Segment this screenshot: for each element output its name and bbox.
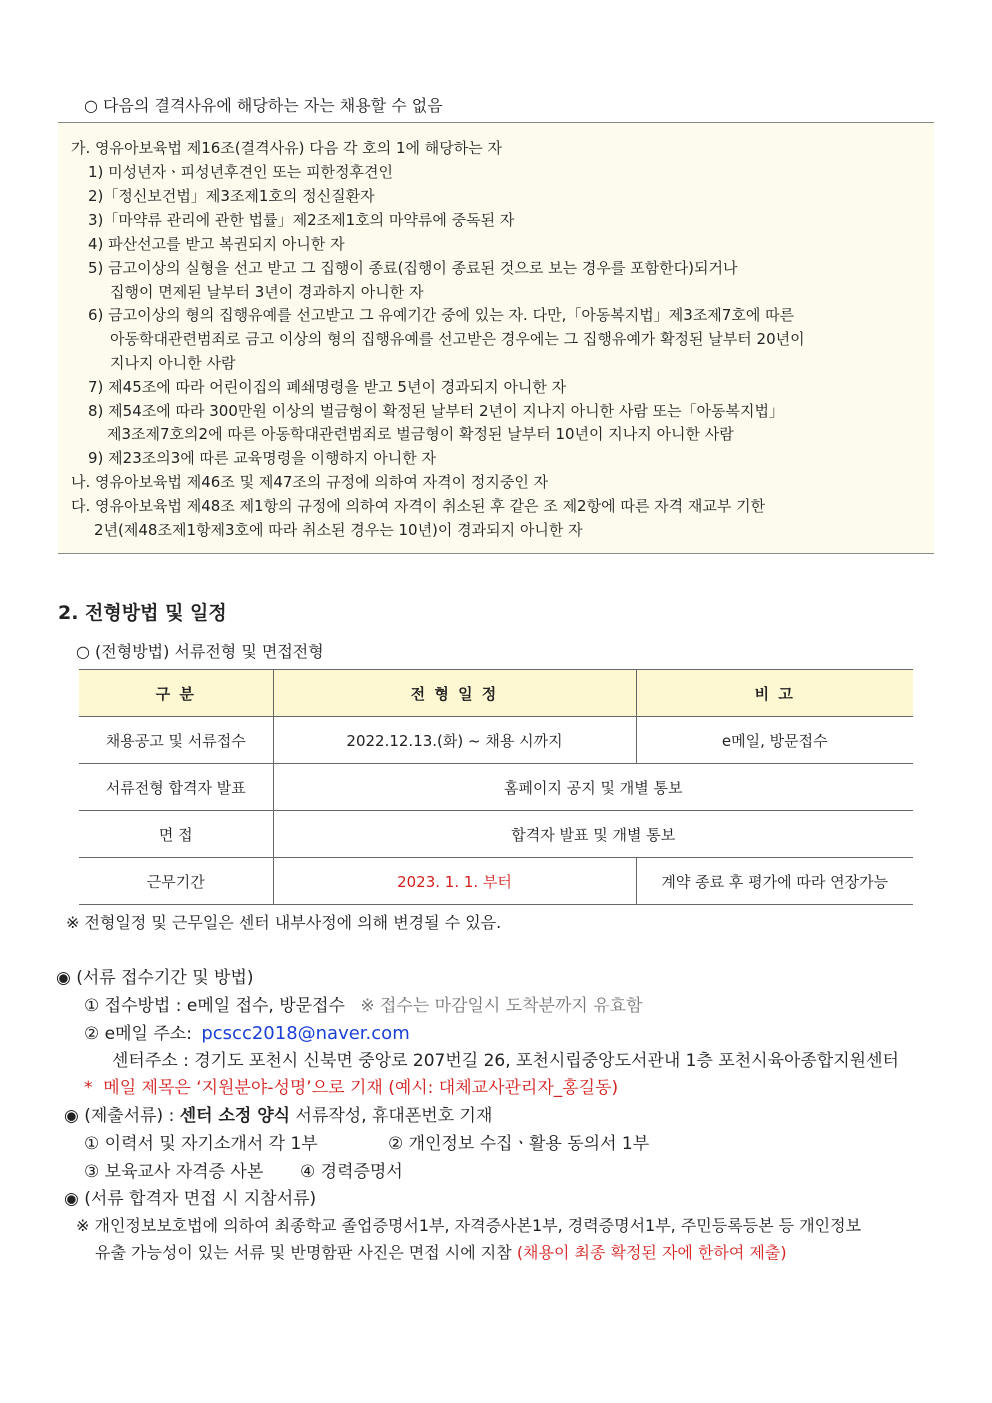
disq-line: 4) 파산선고를 받고 복권되지 아니한 자	[88, 235, 345, 253]
disq-line: 집행이 면제된 날부터 3년이 경과하지 아니한 자	[110, 283, 424, 301]
application-item1	[84, 991, 643, 1016]
application-note: ※ 접수는 마감일시 도착분까지 유효함	[360, 996, 643, 1016]
table-header: 구 분	[79, 670, 273, 717]
documents-heading	[64, 1101, 492, 1126]
disq-line: 5) 금고이상의 실형을 선고 받고 그 집행이 종료(집행이 종료된 것으로 보는 경우를 포함한다)되거나	[88, 259, 738, 277]
application-item2	[84, 1019, 410, 1044]
disq-line: 가. 영유아보육법 제16조(결격사유) 다음 각 호의 1에 해당하는 자	[71, 139, 503, 157]
disq-line: 다. 영유아보육법 제48조 제1항의 규정에 의하여 자격이 취소된 후 같은 조 제2항에 따른 자격 재교부 기한	[71, 497, 766, 515]
table-cell: 합격자 발표 및 개별 통보	[273, 811, 913, 858]
table-cell: 근무기간	[79, 858, 273, 905]
table-cell: 홈페이지 공지 및 개별 통보	[273, 764, 913, 811]
disq-line: 7) 제45조에 따라 어린이집의 폐쇄명령을 받고 5년이 경과되지 아니한 자	[88, 378, 567, 396]
disq-line: 2)「정신보건법」제3조제1호의 정신질환자	[88, 187, 375, 205]
method-line: ○ (전형방법) 서류전형 및 면접전형	[76, 642, 324, 661]
email-link[interactable]: pcscc2018@naver.com	[201, 1023, 410, 1044]
table-cell: 2023. 1. 1. 부터	[273, 858, 636, 905]
disq-line: 6) 금고이상의 형의 집행유예를 선고받고 그 유예기간 중에 있는 자. 다만,「아동복지법」제3조제7호에 따른	[88, 306, 795, 324]
table-cell: 면 접	[79, 811, 273, 858]
documents-item4: ④ 경력증명서	[300, 1162, 403, 1182]
table-header-row	[79, 670, 913, 717]
center-address: 센터주소 : 경기도 포천시 신북면 중앙로 207번길 26, 포천시립중앙도서관내 1층 포천시육아종합지원센터	[112, 1051, 899, 1071]
application-method: ① 접수방법 : e메일 접수, 방문접수	[84, 996, 345, 1016]
interview-line1: ※ 개인정보보호법에 의하여 최종학교 졸업증명서1부, 자격증사본1부, 경력증명서1부, 주민등록등본 등 개인정보	[76, 1216, 862, 1235]
disq-line: 9) 제23조의3에 따른 교육명령을 이행하지 아니한 자	[88, 449, 436, 467]
mail-title-note: * 메일 제목은 ‘지원분야-성명’으로 기재 (예시: 대체교사관리자_홍길동)	[84, 1078, 619, 1098]
disq-line: 2년(제48조제1항제3호에 따라 취소된 경우는 10년)이 경과되지 아니한 자	[94, 521, 583, 539]
documents-heading-bold: 센터 소정 양식	[179, 1106, 291, 1126]
disq-line: 제3조제7호의2에 따른 아동학대관련범죄로 벌금형이 확정된 날부터 10년이 지나지 아니한 사람	[107, 425, 734, 443]
table-cell: 채용공고 및 서류접수	[79, 717, 273, 764]
documents-item1: ① 이력서 및 자기소개서 각 1부	[84, 1134, 318, 1154]
table-note: ※ 전형일정 및 근무일은 센터 내부사정에 의해 변경될 수 있음.	[66, 913, 502, 932]
documents-item3: ③ 보육교사 자격증 사본	[84, 1162, 264, 1182]
disqualification-heading: ○ 다음의 결격사유에 해당하는 자는 채용할 수 없음	[84, 96, 443, 115]
application-heading: ◉ (서류 접수기간 및 방법)	[56, 968, 254, 988]
interview-line2	[95, 1240, 787, 1263]
disq-line: 나. 영유아보육법 제46조 및 제47조의 규정에 의하여 자격이 정지중인 자	[71, 473, 549, 491]
documents-heading-suffix: 서류작성, 휴대폰번호 기재	[295, 1106, 493, 1126]
interview-line2-red: (채용이 최종 확정된 자에 한하여 제출)	[516, 1243, 787, 1262]
table-cell: e메일, 방문접수	[636, 717, 913, 764]
table-cell: 서류전형 합격자 발표	[79, 764, 273, 811]
interview-heading: ◉ (서류 합격자 면접 시 지참서류)	[64, 1189, 317, 1209]
table-cell: 2022.12.13.(화) ~ 채용 시까지	[273, 717, 636, 764]
table-header: 비 고	[636, 670, 913, 717]
table-header: 전 형 일 정	[273, 670, 636, 717]
disq-line: 3)「마약류 관리에 관한 법률」제2조제1호의 마약류에 중독된 자	[88, 211, 515, 229]
disq-line: 아동학대관련범죄로 금고 이상의 형의 집행유예를 선고받은 경우에는 그 집행유예가 확정된 날부터 20년이	[110, 330, 805, 348]
table-cell: 계약 종료 후 평가에 따라 연장가능	[636, 858, 913, 905]
table-row	[79, 717, 913, 764]
email-label: ② e메일 주소:	[84, 1024, 192, 1044]
disq-line: 지나지 아니한 사람	[110, 354, 236, 372]
documents-heading-prefix: ◉ (제출서류) :	[64, 1106, 175, 1126]
section-title: 2. 전형방법 및 일정	[58, 602, 227, 624]
interview-line2-text: 유출 가능성이 있는 서류 및 반명함판 사진은 면접 시에 지참	[95, 1243, 512, 1262]
disq-line: 1) 미성년자ㆍ피성년후견인 또는 피한정후견인	[88, 163, 394, 181]
disq-line: 8) 제54조에 따라 300만원 이상의 벌금형이 확정된 날부터 2년이 지나지 아니한 사람 또는「아동복지법」	[88, 402, 785, 420]
table-row	[79, 858, 913, 905]
schedule-table	[79, 669, 913, 905]
documents-item2: ② 개인정보 수집ㆍ활용 동의서 1부	[388, 1134, 650, 1154]
table-row	[79, 811, 913, 858]
table-row	[79, 764, 913, 811]
disqualification-box	[58, 122, 934, 554]
